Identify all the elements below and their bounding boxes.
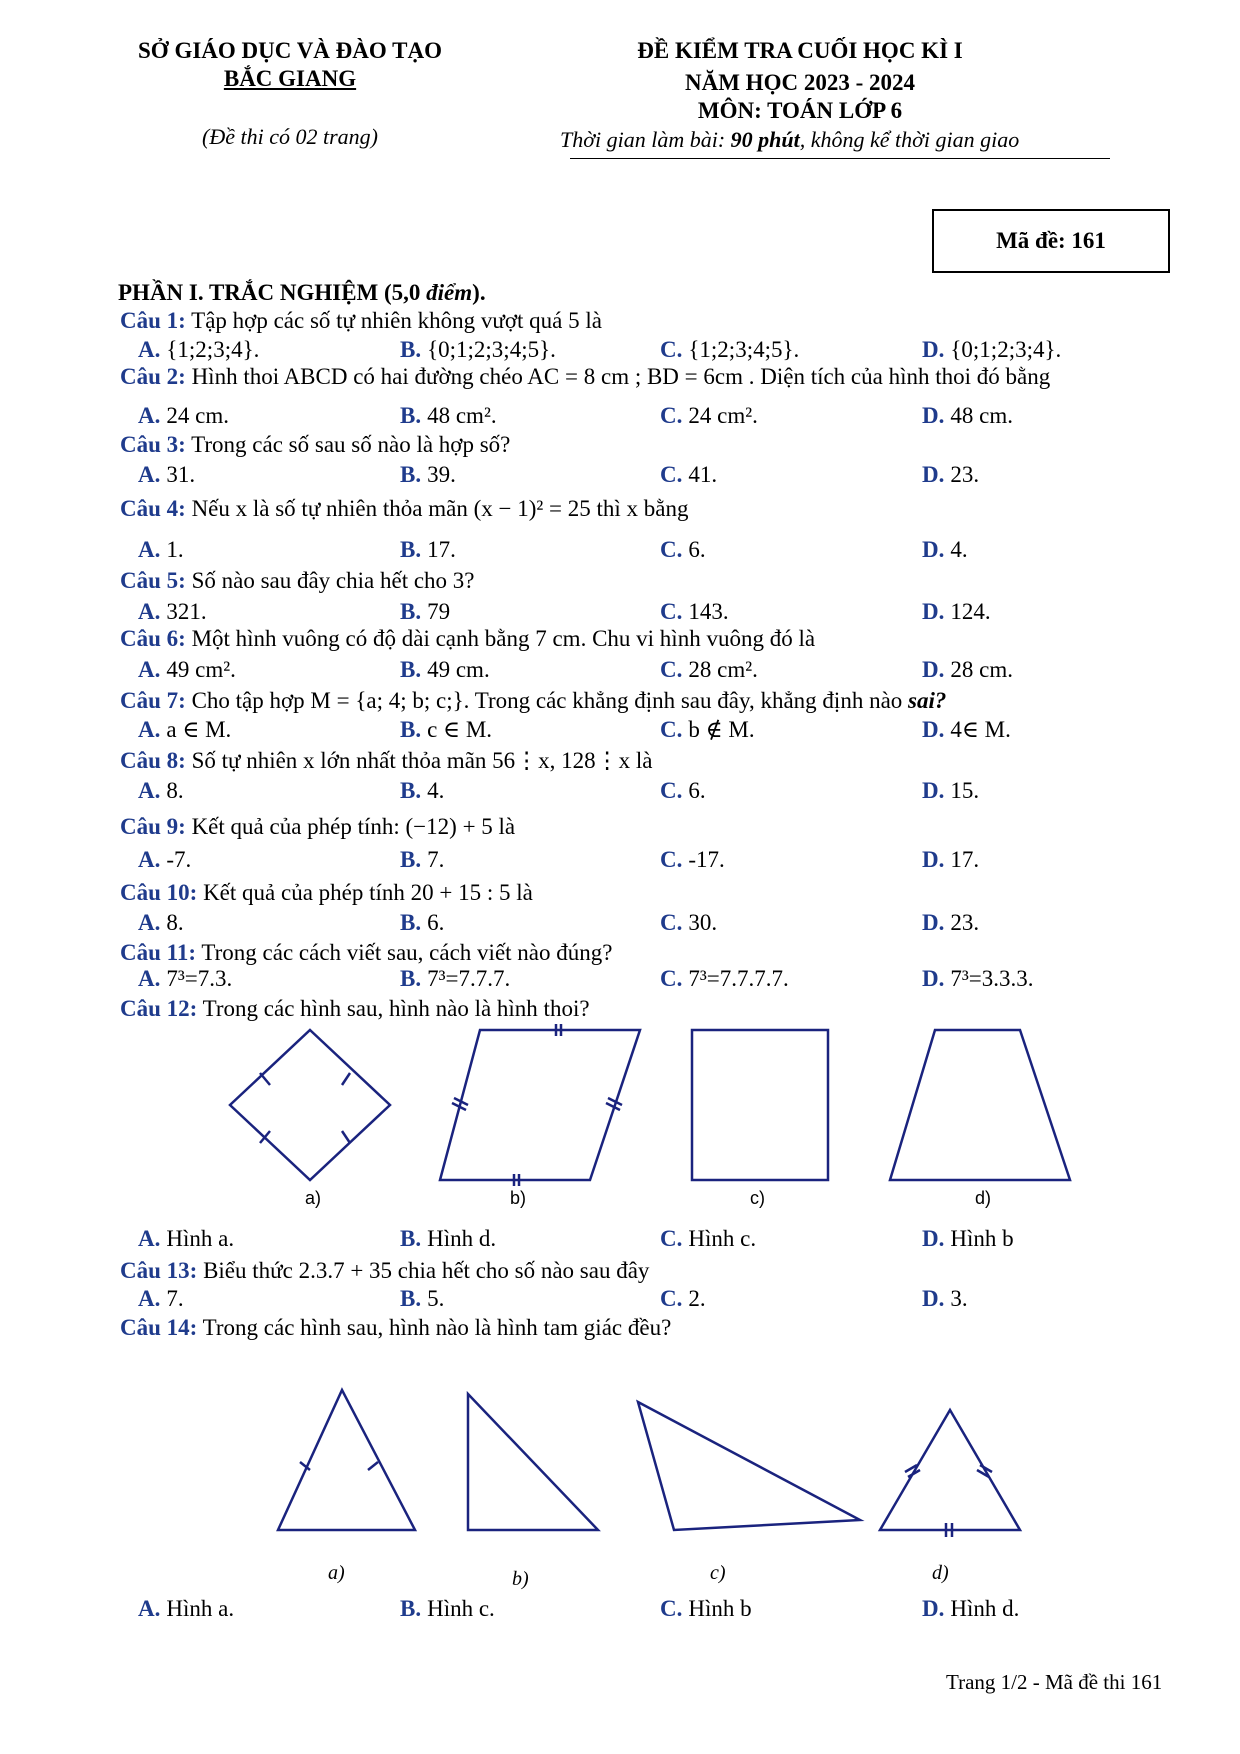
option-text: {0;1;2;3;4;5}. — [427, 337, 556, 362]
option-text: 23. — [950, 910, 980, 935]
option-text: 8. — [166, 910, 184, 935]
question-11-option-b — [400, 966, 510, 992]
option-text: {1;2;3;4}. — [166, 337, 260, 362]
option-letter: A. — [138, 403, 161, 428]
question-3 — [120, 432, 510, 458]
question-1-option-d — [922, 337, 1061, 363]
question-2-option-d — [922, 403, 1013, 429]
option-letter: B. — [400, 966, 422, 991]
option-letter: B. — [400, 910, 422, 935]
exam-year: NĂM HỌC 2023 - 2024 — [685, 70, 915, 95]
page-footer: Trang 1/2 - Mã đề thi 161 — [946, 1670, 1163, 1694]
question-3-option-c — [660, 462, 717, 488]
question-number: Câu 4: — [120, 496, 186, 521]
tick-mark — [342, 1131, 350, 1143]
question-4-option-d — [922, 537, 968, 563]
option-letter: C. — [660, 1596, 683, 1621]
option-letter: A. — [138, 1286, 161, 1311]
option-text: 5. — [427, 1286, 445, 1311]
option-letter: A. — [138, 778, 161, 803]
question-6-option-a — [138, 657, 236, 683]
question-emphasis: sai? — [908, 688, 947, 713]
option-letter: C. — [660, 599, 683, 624]
option-text: 124. — [950, 599, 991, 624]
question-14-option-d — [922, 1596, 1019, 1622]
question-5-option-b — [400, 599, 450, 625]
option-text: 4. — [950, 537, 968, 562]
question-6 — [120, 626, 815, 652]
fig14-label-d: d) — [932, 1562, 949, 1584]
tick-mark — [368, 1462, 378, 1470]
question-7 — [120, 688, 946, 714]
tick-mark — [260, 1073, 270, 1085]
option-letter: D. — [922, 717, 945, 742]
option-text: 17. — [427, 537, 456, 562]
option-letter: D. — [922, 778, 945, 803]
option-letter: B. — [400, 403, 422, 428]
question-5-option-c — [660, 599, 729, 625]
question-1-option-c — [660, 337, 799, 363]
question-7-option-b — [400, 717, 492, 743]
question-number: Câu 3: — [120, 432, 186, 457]
question-text: Tập hợp các số tự nhiên không vượt quá 5 là — [185, 308, 602, 333]
option-text: 31. — [166, 462, 196, 487]
option-letter: D. — [922, 462, 945, 487]
question-text: Biểu thức 2.3.7 + 35 chia hết cho số nào sau đây — [197, 1258, 650, 1283]
right-triangle-b — [468, 1394, 598, 1530]
option-text: 4. — [427, 778, 445, 803]
question-7-option-d — [922, 717, 1011, 743]
option-text: 17. — [950, 847, 980, 872]
question-14-option-c — [660, 1596, 752, 1622]
option-letter: A. — [138, 337, 161, 362]
option-letter: B. — [400, 462, 422, 487]
rectangle-shape — [692, 1030, 828, 1180]
option-text: 6. — [688, 778, 706, 803]
option-letter: D. — [922, 537, 945, 562]
question-number: Câu 9: — [120, 814, 186, 839]
question-10-option-c — [660, 910, 717, 936]
question-9-option-b — [400, 847, 444, 873]
option-text: Hình b — [950, 1226, 1014, 1251]
option-text: 6. — [688, 537, 706, 562]
option-letter: D. — [922, 1286, 945, 1311]
question-6-option-b — [400, 657, 490, 683]
question-8-option-b — [400, 778, 444, 804]
option-letter: B. — [400, 847, 422, 872]
option-letter: B. — [400, 1226, 422, 1251]
question-3-option-b — [400, 462, 456, 488]
question-9-option-a — [138, 847, 191, 873]
option-letter: C. — [660, 537, 683, 562]
question-8 — [120, 748, 653, 774]
section-title-main: PHẦN I. TRẮC NGHIỆM (5,0 — [118, 280, 427, 305]
question-number: Câu 14: — [120, 1315, 198, 1340]
option-text: 23. — [950, 462, 980, 487]
option-text: Hình a. — [166, 1226, 235, 1251]
question-9 — [120, 814, 515, 840]
option-letter: D. — [922, 599, 945, 624]
question-13-option-c — [660, 1286, 706, 1312]
question-text: Kết quả của phép tính: (−12) + 5 là — [185, 814, 516, 839]
question-2-option-b — [400, 403, 497, 429]
option-text: 15. — [950, 778, 980, 803]
option-text: {0;1;2;3;4}. — [950, 337, 1062, 362]
option-text: 79 — [427, 599, 451, 624]
option-letter: C. — [660, 847, 683, 872]
option-letter: C. — [660, 778, 683, 803]
question-6-option-c — [660, 657, 758, 683]
option-letter: D. — [922, 1226, 945, 1251]
question-text: Một hình vuông có độ dài cạnh bằng 7 cm. Chu vi hình vuông đó là — [185, 626, 816, 651]
option-text: 41. — [688, 462, 718, 487]
fig14-label-c: c) — [710, 1562, 726, 1584]
question-1-option-b — [400, 337, 556, 363]
option-text: 2. — [688, 1286, 706, 1311]
option-letter: B. — [400, 1286, 422, 1311]
option-text: 48 cm. — [950, 403, 1013, 428]
question-10-option-a — [138, 910, 184, 936]
exam-title: ĐỀ KIỂM TRA CUỐI HỌC KÌ I — [637, 38, 963, 63]
option-letter: C. — [660, 337, 683, 362]
option-letter: B. — [400, 778, 422, 803]
option-text: 4∈ M. — [950, 717, 1011, 742]
option-letter: C. — [660, 657, 683, 682]
question-12-option-b — [400, 1226, 496, 1252]
option-text: 49 cm². — [166, 657, 236, 682]
question-2 — [120, 364, 1050, 390]
question-number: Câu 8: — [120, 748, 186, 773]
question-text: Cho tập hợp M = {a; 4; b; c;}. Trong các khẳng định sau đây, khẳng định nào — [185, 688, 909, 713]
question-2-option-c — [660, 403, 758, 429]
question-10 — [120, 880, 533, 906]
option-letter: A. — [138, 910, 161, 935]
question-11-option-c — [660, 966, 789, 992]
fig12-label-c: c) — [750, 1188, 765, 1208]
exam-code-box: Mã đề: 161 — [932, 209, 1170, 273]
question-5-option-d — [922, 599, 991, 625]
question-5 — [120, 568, 475, 594]
option-letter: A. — [138, 1596, 161, 1621]
question-2-option-a — [138, 403, 229, 429]
department-name: SỞ GIÁO DỤC VÀ ĐÀO TẠO — [138, 38, 442, 63]
option-letter: D. — [922, 1596, 945, 1621]
option-text: c ∈ M. — [427, 717, 493, 742]
section-title-end: ). — [472, 280, 486, 305]
option-text: 143. — [688, 599, 729, 624]
option-letter: B. — [400, 337, 422, 362]
figure-q14 — [260, 1380, 1060, 1550]
question-13-option-b — [400, 1286, 444, 1312]
option-text: 7³=7.3. — [166, 966, 233, 991]
option-letter: D. — [922, 403, 945, 428]
option-letter: B. — [400, 537, 422, 562]
equilateral-triangle-d — [880, 1410, 1020, 1530]
section-title — [118, 280, 486, 306]
question-8-option-a — [138, 778, 184, 804]
question-4-option-a — [138, 537, 184, 563]
option-text: Hình a. — [166, 1596, 235, 1621]
option-letter: D. — [922, 847, 945, 872]
question-8-option-c — [660, 778, 706, 804]
option-letter: A. — [138, 657, 161, 682]
question-7-option-c — [660, 717, 755, 743]
question-14-option-a — [138, 1596, 234, 1622]
question-text: Số tự nhiên x lớn nhất thỏa mãn 56⋮x, 128⋮x là — [185, 748, 653, 773]
option-text: 3. — [950, 1286, 968, 1311]
question-number: Câu 5: — [120, 568, 186, 593]
option-text: 28 cm. — [950, 657, 1013, 682]
fig14-label-b: b) — [512, 1568, 529, 1590]
time-value: 90 phút — [730, 127, 800, 152]
option-text: 1. — [166, 537, 184, 562]
option-letter: A. — [138, 462, 161, 487]
option-text: 49 cm. — [427, 657, 490, 682]
option-text: 48 cm². — [427, 403, 497, 428]
option-text: 7³=7.7.7.7. — [688, 966, 789, 991]
question-number: Câu 6: — [120, 626, 186, 651]
question-number: Câu 13: — [120, 1258, 198, 1283]
option-text: 8. — [166, 778, 184, 803]
question-10-option-b — [400, 910, 444, 936]
option-text: 39. — [427, 462, 456, 487]
exam-time — [560, 127, 1019, 153]
question-number: Câu 12: — [120, 996, 198, 1021]
option-text: 7. — [166, 1286, 184, 1311]
question-12-option-a — [138, 1226, 234, 1252]
time-suffix: , không kể thời gian giao — [799, 127, 1020, 152]
option-text: Hình d. — [950, 1596, 1020, 1621]
question-number: Câu 10: — [120, 880, 198, 905]
option-text: 30. — [688, 910, 718, 935]
question-11-option-a — [138, 966, 232, 992]
option-text: b ∉ M. — [688, 717, 755, 742]
option-text: Hình c. — [427, 1596, 495, 1621]
option-letter: C. — [660, 910, 683, 935]
question-number: Câu 2: — [120, 364, 186, 389]
question-5-option-a — [138, 599, 207, 625]
figure-q12 — [200, 1020, 1100, 1220]
question-text: Kết quả của phép tính 20 + 15 : 5 là — [197, 880, 533, 905]
question-text: Trong các cách viết sau, cách viết nào đúng? — [196, 940, 613, 965]
pages-note: (Đề thi có 02 trang) — [202, 124, 378, 149]
question-12 — [120, 996, 590, 1022]
question-text: Nếu x là số tự nhiên thỏa mãn (x − 1)² = 25 thì x bằng — [185, 496, 689, 521]
question-text: Trong các hình sau, hình nào là hình thoi? — [197, 996, 590, 1021]
question-13-option-a — [138, 1286, 184, 1312]
option-letter: A. — [138, 717, 161, 742]
question-11-option-d — [922, 966, 1034, 992]
question-text: Số nào sau đây chia hết cho 3? — [185, 568, 475, 593]
question-4 — [120, 496, 688, 522]
department-province — [110, 66, 470, 92]
question-number: Câu 11: — [120, 940, 197, 965]
option-letter: B. — [400, 599, 422, 624]
option-text: -17. — [688, 847, 725, 872]
option-text: 321. — [166, 599, 207, 624]
question-7-option-a — [138, 717, 231, 743]
trapezoid-shape — [890, 1030, 1070, 1180]
option-letter: B. — [400, 1596, 422, 1621]
equilateral-triangle-a — [278, 1390, 415, 1530]
option-text: Hình b — [688, 1596, 752, 1621]
option-text: a ∈ M. — [166, 717, 232, 742]
fig12-label-d: d) — [975, 1188, 992, 1208]
option-text: Hình d. — [427, 1226, 497, 1251]
option-text: 7. — [427, 847, 445, 872]
option-text: 24 cm. — [166, 403, 229, 428]
question-9-option-d — [922, 847, 979, 873]
question-4-option-c — [660, 537, 706, 563]
section-title-points: điểm — [426, 280, 473, 305]
option-letter: A. — [138, 966, 161, 991]
option-text: {1;2;3;4;5}. — [688, 337, 800, 362]
question-8-option-d — [922, 778, 979, 804]
question-6-option-d — [922, 657, 1013, 683]
option-letter: A. — [138, 1226, 161, 1251]
question-text: Hình thoi ABCD có hai đường chéo AC = 8 cm ; BD = 6cm . Diện tích của hình thoi đó bằng — [185, 364, 1051, 389]
option-letter: C. — [660, 403, 683, 428]
question-number: Câu 7: — [120, 688, 186, 713]
option-text: Hình c. — [688, 1226, 757, 1251]
option-letter: A. — [138, 847, 161, 872]
option-letter: A. — [138, 599, 161, 624]
question-1 — [120, 308, 602, 334]
question-1-option-a — [138, 337, 259, 363]
option-letter: D. — [922, 337, 945, 362]
option-letter: B. — [400, 717, 422, 742]
question-11 — [120, 940, 612, 966]
question-13 — [120, 1258, 649, 1284]
province-text: BẮC GIANG — [223, 66, 357, 91]
option-letter: D. — [922, 966, 945, 991]
fig12-label-a: a) — [305, 1188, 322, 1208]
option-letter: C. — [660, 717, 683, 742]
option-text: 24 cm². — [688, 403, 758, 428]
question-14 — [120, 1315, 671, 1341]
question-9-option-c — [660, 847, 725, 873]
option-letter: C. — [660, 1286, 683, 1311]
option-text: 7³=3.3.3. — [950, 966, 1034, 991]
option-text: 28 cm². — [688, 657, 758, 682]
option-letter: C. — [660, 1226, 683, 1251]
question-13-option-d — [922, 1286, 968, 1312]
question-text: Trong các số sau số nào là hợp số? — [185, 432, 511, 457]
option-letter: D. — [922, 657, 945, 682]
question-12-option-c — [660, 1226, 756, 1252]
question-4-option-b — [400, 537, 456, 563]
question-12-option-d — [922, 1226, 1014, 1252]
option-text: 6. — [427, 910, 445, 935]
scalene-triangle-c — [638, 1402, 860, 1530]
fig14-label-a: a) — [328, 1562, 345, 1584]
option-letter: D. — [922, 910, 945, 935]
option-letter: C. — [660, 966, 683, 991]
option-letter: B. — [400, 657, 422, 682]
question-10-option-d — [922, 910, 979, 936]
option-text: -7. — [166, 847, 192, 872]
option-letter: A. — [138, 537, 161, 562]
header-underline — [570, 158, 1110, 159]
fig12-label-b: b) — [510, 1188, 527, 1208]
option-letter: C. — [660, 462, 683, 487]
option-text: 7³=7.7.7. — [427, 966, 511, 991]
time-prefix: Thời gian làm bài: — [560, 127, 731, 152]
question-3-option-a — [138, 462, 195, 488]
question-14-option-b — [400, 1596, 495, 1622]
exam-subject: MÔN: TOÁN LỚP 6 — [697, 98, 903, 123]
rhombus-shape — [230, 1030, 390, 1180]
tick-mark — [342, 1073, 350, 1085]
question-text: Trong các hình sau, hình nào là hình tam giác đều? — [197, 1315, 672, 1340]
question-number: Câu 1: — [120, 308, 186, 333]
question-3-option-d — [922, 462, 979, 488]
